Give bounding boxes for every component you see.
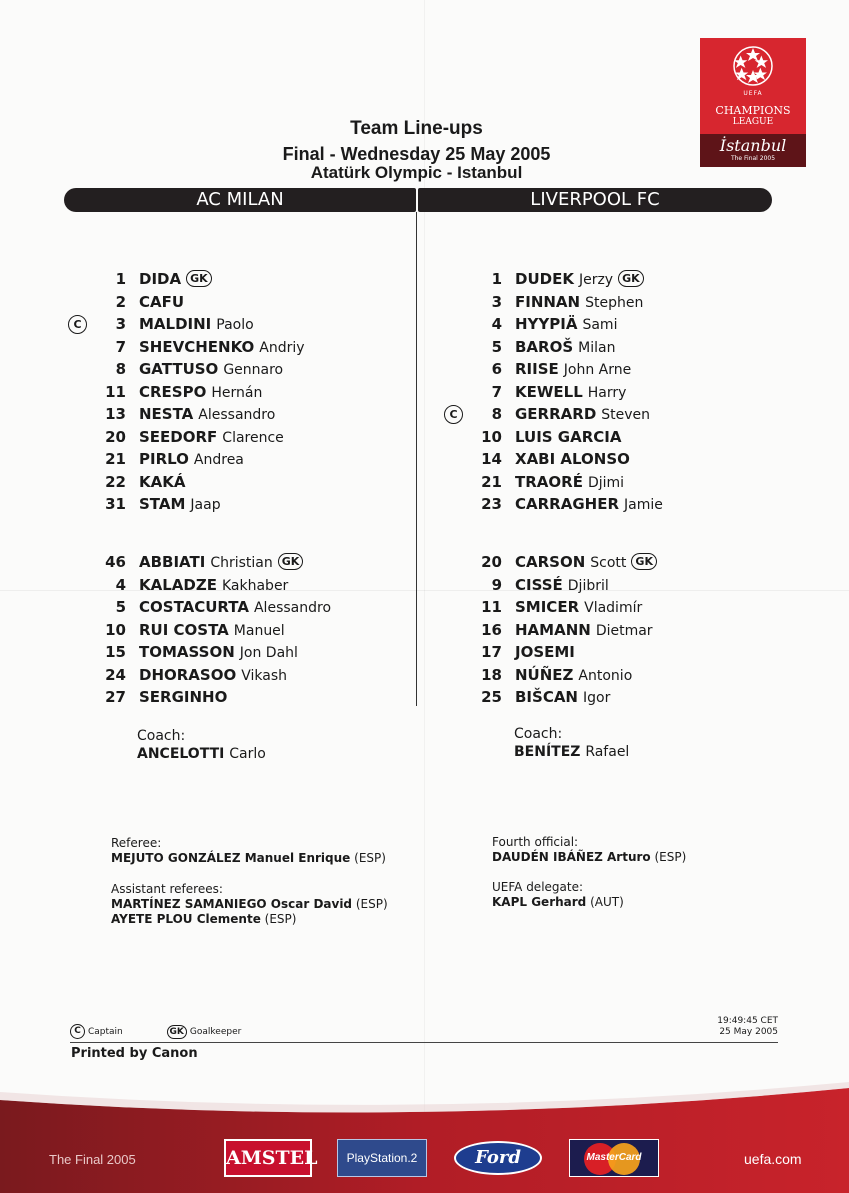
player-name (139, 291, 184, 314)
goalkeeper-badge-icon: GK (278, 553, 304, 570)
player-row (92, 596, 412, 619)
assistant-referee-nationality: (ESP) (355, 897, 388, 911)
player-name (139, 641, 298, 665)
player-row (92, 426, 412, 449)
goalkeeper-badge-icon: GK (167, 1025, 187, 1039)
player-first-name: Jerzy (578, 272, 614, 288)
player-row (468, 574, 778, 597)
player-first-name: Andrea (193, 452, 244, 468)
away-team-bar: LIVERPOOL FC (418, 188, 772, 212)
shirt-number: 20 (105, 427, 126, 446)
shirt-number: 25 (481, 688, 502, 706)
captain-badge-icon: C (70, 1024, 85, 1039)
player-name (515, 574, 609, 598)
player-first-name: Sami (582, 317, 618, 333)
player-row (468, 471, 778, 494)
player-first-name: Djimi (587, 474, 625, 491)
player-name (515, 426, 621, 449)
player-row (468, 313, 778, 336)
player-row (73, 313, 412, 336)
player-surname: BIŠCAN (515, 688, 578, 706)
player-first-name: Jamie (624, 497, 663, 513)
player-name (139, 493, 221, 517)
player-first-name: Jon Dahl (239, 645, 298, 661)
the-final-2005-text: The Final 2005 (49, 1152, 136, 1167)
shirt-number: 5 (491, 337, 502, 356)
player-surname: CISSÉ (515, 575, 563, 594)
player-name (515, 493, 663, 517)
logo-champions-text: CHAMPIONS (715, 104, 791, 117)
column-divider (416, 212, 417, 706)
shirt-number: 21 (105, 450, 126, 468)
shirt-number: 24 (105, 665, 126, 684)
player-first-name: Clarence (222, 429, 284, 446)
player-name (515, 619, 653, 643)
player-surname: TOMASSON (139, 643, 235, 661)
player-surname: ABBIATI (139, 553, 206, 571)
coach-surname: BENÍTEZ (514, 744, 581, 760)
away-starters-list (449, 268, 778, 516)
referee-name: MEJUTO GONZÁLEZ Manuel Enrique (111, 851, 351, 865)
player-name (515, 686, 610, 710)
fourth-official-name: DAUDÉN IBÁÑEZ Arturo (492, 850, 651, 864)
player-row (92, 291, 412, 314)
player-surname: FINNAN (515, 292, 581, 311)
referee-nationality: (ESP) (354, 851, 386, 865)
player-first-name: Jaap (190, 497, 221, 513)
player-surname: JOSEMI (515, 643, 575, 661)
player-name (139, 664, 287, 688)
player-row (468, 268, 778, 291)
logo-league-text: LEAGUE (732, 117, 774, 127)
player-name (139, 426, 284, 450)
shirt-number: 9 (491, 575, 502, 594)
coach-first-name: Rafael (585, 744, 630, 760)
starball-icon (733, 46, 773, 86)
player-name (515, 641, 575, 664)
player-row (468, 596, 778, 619)
player-surname: NESTA (139, 405, 194, 423)
shirt-number: 18 (481, 665, 502, 684)
player-row (468, 664, 778, 687)
fourth-official-nationality: (ESP) (654, 850, 687, 864)
captain-badge-icon: C (68, 315, 87, 334)
assistant-referee-nationality: (ESP) (264, 912, 297, 926)
player-name (139, 619, 285, 643)
shirt-number: 7 (491, 382, 502, 401)
player-row (92, 336, 412, 359)
shirt-number: 1 (115, 270, 126, 288)
uefa-delegate-block (492, 880, 624, 910)
shirt-number: 4 (491, 315, 502, 333)
player-name (139, 358, 283, 382)
player-row (468, 336, 778, 359)
coach-first-name: Carlo (229, 746, 266, 762)
player-row (468, 641, 778, 664)
uefa-delegate-name: KAPL Gerhard (492, 895, 587, 909)
player-first-name: Andriy (259, 339, 305, 356)
player-name (515, 551, 657, 575)
goalkeeper-legend-label: Goalkeeper (189, 1026, 242, 1037)
player-surname: CAFU (139, 292, 185, 311)
shirt-number: 31 (105, 495, 126, 513)
player-surname: CARSON (515, 553, 586, 571)
shirt-number: 3 (491, 292, 502, 311)
print-timestamp (660, 1016, 778, 1038)
logo-uefa-text: UEFA (743, 90, 763, 97)
player-surname: RIISE (515, 360, 559, 378)
player-name (515, 358, 631, 382)
home-coach (137, 728, 266, 762)
player-first-name: Christian (210, 555, 273, 571)
home-starters-list (73, 268, 412, 516)
amstel-logo: AMSTEL (224, 1139, 312, 1177)
player-first-name: Steven (601, 407, 651, 423)
player-name (139, 268, 212, 291)
player-name (139, 381, 262, 405)
player-row (92, 619, 412, 642)
player-name (139, 551, 303, 575)
player-row (92, 268, 412, 291)
player-first-name: John Arne (563, 362, 632, 378)
uefa-delegate-nationality: (AUT) (590, 895, 624, 909)
player-surname: DUDEK (515, 270, 574, 288)
player-first-name: Harry (587, 384, 627, 401)
fourth-official-block (492, 835, 686, 865)
shirt-number: 6 (491, 360, 502, 378)
player-row (468, 426, 778, 449)
shirt-number: 2 (115, 292, 126, 311)
player-row (92, 471, 412, 494)
logo-city-band (700, 134, 806, 167)
fourth-official-label: Fourth official: (492, 835, 579, 849)
coach-label: Coach: (514, 726, 563, 742)
player-surname: DIDA (139, 270, 182, 288)
player-row (92, 551, 412, 574)
player-name (139, 403, 275, 427)
player-first-name: Milan (578, 339, 616, 356)
player-row (468, 493, 778, 516)
assistant-referee-name: MARTÍNEZ SAMANIEGO Oscar David (111, 897, 353, 911)
player-first-name: Hernán (211, 384, 263, 401)
goalkeeper-badge-icon: GK (631, 553, 657, 570)
player-row (92, 664, 412, 687)
player-surname: TRAORÉ (515, 472, 583, 491)
player-first-name: Vikash (241, 667, 288, 684)
logo-final-text: The Final 2005 (730, 155, 776, 162)
printed-by: Printed by Canon (71, 1046, 198, 1061)
away-substitutes-list (468, 551, 778, 709)
player-first-name: Dietmar (595, 622, 653, 639)
shirt-number: 5 (115, 598, 126, 616)
logo-city-text: İstanbul (719, 136, 787, 155)
shirt-number: 27 (105, 688, 126, 706)
mastercard-text: MasterCard (586, 1152, 642, 1163)
playstation-logo: PlayStation.2 (337, 1139, 427, 1177)
ford-oval: Ford (454, 1141, 542, 1175)
coach-name (137, 746, 266, 762)
player-surname: SMICER (515, 598, 580, 616)
player-row (468, 551, 778, 574)
mastercard-logo (569, 1139, 659, 1177)
shirt-number: 16 (481, 620, 502, 639)
player-row (468, 686, 778, 709)
referee-label: Referee: (111, 836, 162, 850)
goalkeeper-badge-icon: GK (186, 270, 212, 287)
player-first-name: Manuel (233, 622, 285, 639)
shirt-number: 3 (115, 315, 126, 333)
player-row (92, 574, 412, 597)
footer-rule (70, 1042, 778, 1043)
player-surname: DHORASOO (139, 665, 237, 684)
shirt-number: 10 (105, 620, 126, 639)
shirt-number: 17 (481, 643, 502, 661)
player-row (92, 448, 412, 471)
shirt-number: 13 (105, 405, 126, 423)
player-surname: CRESPO (139, 382, 207, 401)
print-date: 25 May 2005 (719, 1027, 778, 1037)
player-surname: CARRAGHER (515, 495, 619, 513)
champions-league-istanbul-logo (700, 38, 806, 167)
player-surname: KEWELL (515, 382, 583, 401)
shirt-number: 4 (115, 575, 126, 594)
shirt-number: 8 (491, 405, 502, 423)
player-surname: LUIS GARCIA (515, 427, 622, 446)
player-surname: COSTACURTA (139, 598, 249, 616)
player-name (515, 403, 650, 427)
player-row (449, 403, 778, 426)
shirt-number: 11 (481, 598, 502, 616)
player-name (515, 336, 615, 360)
assistant-referees-label: Assistant referees: (111, 882, 223, 896)
shirt-number: 23 (481, 495, 502, 513)
player-first-name: Antonio (578, 667, 633, 684)
player-surname: SHEVCHENKO (139, 337, 255, 356)
legend (70, 1024, 241, 1039)
player-row (92, 381, 412, 404)
player-row (92, 641, 412, 664)
shirt-number: 8 (115, 360, 126, 378)
player-name (515, 291, 643, 315)
player-name (515, 448, 630, 471)
home-team-bar: AC MILAN (64, 188, 416, 212)
player-surname: XABI ALONSO (515, 450, 630, 468)
uefa-com-text: uefa.com (744, 1151, 802, 1167)
shirt-number: 46 (105, 553, 126, 571)
shirt-number: 14 (481, 450, 502, 468)
assistant-referee-name: AYETE PLOU Clemente (111, 912, 261, 926)
player-surname: HYYPIÄ (515, 315, 578, 333)
player-name (515, 664, 632, 688)
player-row (468, 619, 778, 642)
player-first-name: Vladimír (584, 600, 643, 616)
referee-block (111, 836, 386, 866)
shirt-number: 20 (481, 553, 502, 571)
player-first-name: Igor (583, 690, 611, 706)
player-name (139, 471, 185, 494)
player-row (468, 448, 778, 471)
home-substitutes-list (92, 551, 412, 709)
shirt-number: 11 (105, 382, 126, 401)
player-surname: STAM (139, 495, 186, 513)
player-name (515, 381, 626, 405)
player-first-name: Paolo (216, 317, 254, 333)
player-name (515, 596, 642, 620)
player-surname: PIRLO (139, 450, 189, 468)
player-surname: BAROŠ (515, 337, 574, 356)
shirt-number: 22 (105, 472, 126, 491)
player-name (139, 596, 331, 620)
coach-name (514, 744, 629, 760)
player-first-name: Scott (590, 555, 627, 571)
player-surname: MALDINI (139, 315, 212, 333)
player-first-name: Kakhaber (221, 577, 289, 594)
player-surname: SERGINHO (139, 688, 228, 706)
shirt-number: 7 (115, 337, 126, 356)
match-venue: Atatürk Olympic - Istanbul (310, 163, 523, 182)
player-name (515, 313, 617, 337)
player-name (139, 313, 254, 337)
shirt-number: 15 (105, 643, 126, 661)
shirt-number: 1 (491, 270, 502, 288)
player-name (515, 268, 644, 292)
captain-badge-icon: C (444, 405, 463, 424)
coach-label: Coach: (137, 728, 186, 744)
player-row (92, 403, 412, 426)
player-first-name: Stephen (585, 294, 644, 311)
player-surname: RUI COSTA (139, 620, 229, 639)
print-time: 19:49:45 CET (717, 1016, 778, 1026)
goalkeeper-badge-icon: GK (618, 270, 644, 287)
player-surname: GATTUSO (139, 360, 219, 378)
player-row (468, 358, 778, 381)
shirt-number: 10 (481, 427, 502, 446)
player-first-name: Alessandro (253, 600, 332, 616)
shirt-number: 21 (481, 472, 502, 491)
player-surname: SEEDORF (139, 427, 218, 446)
player-first-name: Gennaro (223, 362, 284, 378)
player-row (92, 493, 412, 516)
player-surname: GERRARD (515, 405, 597, 423)
match-date: Final - Wednesday 25 May 2005 (282, 144, 551, 164)
player-first-name: Djibril (567, 577, 609, 594)
player-name (139, 448, 244, 472)
player-surname: HAMANN (515, 620, 591, 639)
assistant-referees-block (111, 882, 388, 927)
player-name (139, 574, 288, 598)
player-surname: KAKÁ (139, 472, 186, 491)
player-row (92, 686, 412, 709)
player-name (139, 336, 305, 360)
captain-legend-label: Captain (88, 1026, 123, 1037)
player-name (139, 686, 227, 709)
document-title: Team Line-ups (350, 118, 483, 139)
player-row (468, 381, 778, 404)
player-row (468, 291, 778, 314)
ford-logo (454, 1139, 542, 1177)
uefa-delegate-label: UEFA delegate: (492, 880, 584, 894)
coach-surname: ANCELOTTI (137, 746, 225, 762)
player-row (92, 358, 412, 381)
away-coach (514, 726, 629, 760)
player-name (515, 471, 624, 495)
player-surname: KALADZE (139, 575, 217, 594)
player-surname: NÚÑEZ (515, 665, 574, 684)
player-first-name: Alessandro (198, 407, 276, 423)
